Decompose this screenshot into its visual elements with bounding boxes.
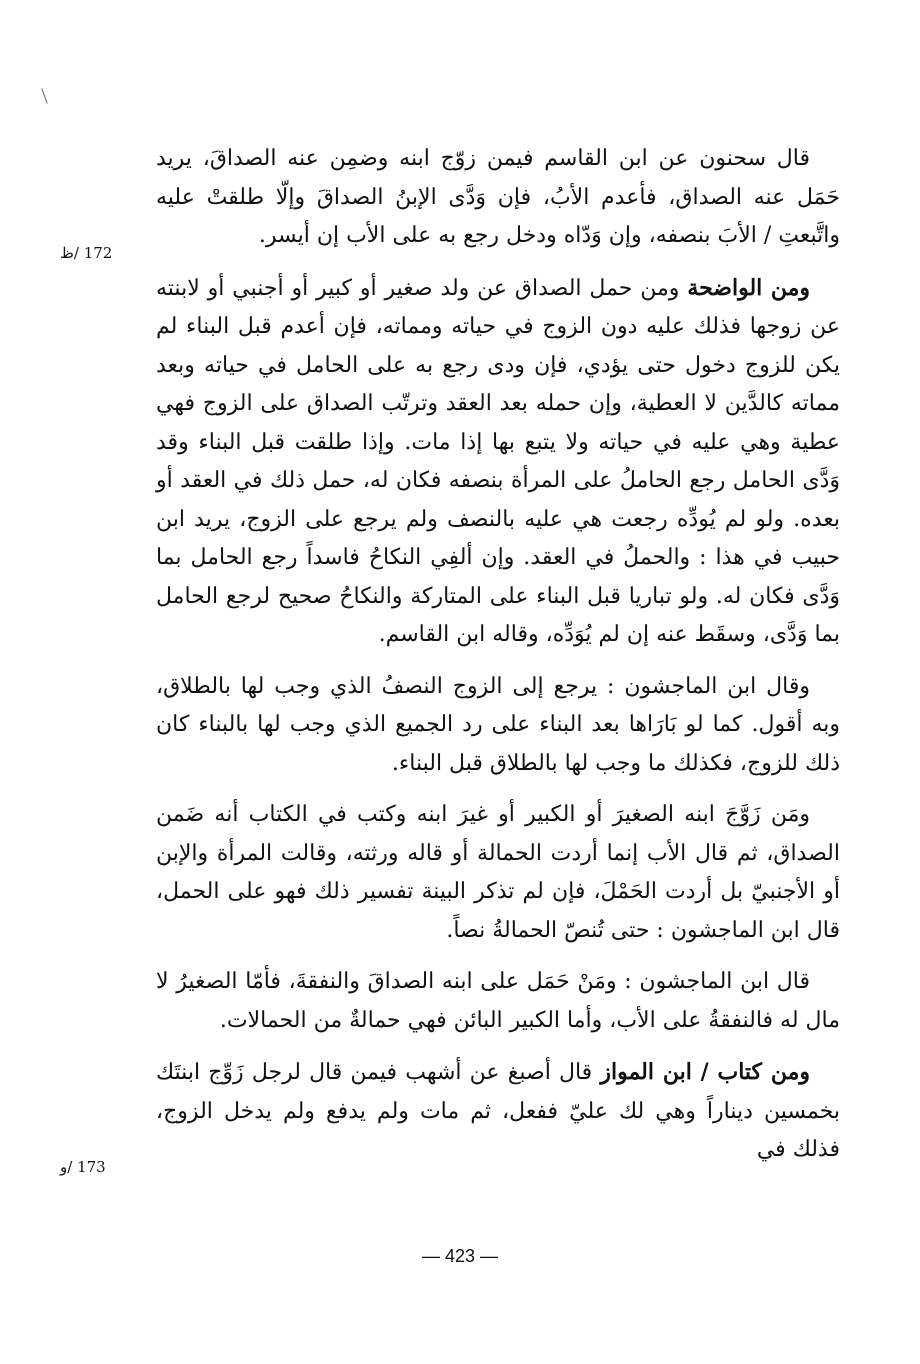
paragraph-wadiha <box>156 269 840 655</box>
paragraph-text: قال ابن الماجشون : ومَنْ حَمَل على ابنه الصداقَ والنفقةَ، فأمّا الصغيرُ لا مال له فالنفقةُ على الأب، وأما الكبير البائن فهي حمالةٌ من الحمالات. <box>156 969 840 1033</box>
paragraph-text: وقال ابن الماجشون : يرجع إلى الزوج النصفُ الذي وجب لها بالطلاق، وبه أقول. كما لو بَارَاها بعد البناء على رد الجميع الذي وجب لها بالبناء كان ذلك للزوج، فكذلك ما وجب لها بالطلاق قبل البناء. <box>156 673 840 776</box>
paragraph-text: قال أصبغ عن أشهب فيمن قال لرجل زَوِّج ابنتَك بخمسين ديناراً وهي لك عليّ ففعل، ثم مات ولم يدفع ولم يدخل الزوج، فذلك في <box>156 1060 840 1162</box>
main-text-body <box>156 140 840 1170</box>
paragraph-sahnun <box>156 140 840 256</box>
paragraph-ibn-mawwaz <box>156 1053 840 1170</box>
paragraph-text: ومن حمل الصداق عن ولد صغير أو كبير أو أجنبي أو لابنته عن زوجها فذلك عليه دون الزوج في حياته ومماته، فإن أعدم قبل البناء لم يكن للزوج دخول حتى يؤدي، فإن ودى رجع به على الحامل في حياته وبعد مماته كالدَّين لا العطية، وإن حمله بعد العقد وترتّب الصداق على الزوج فهي عطية وهي عليه في حياته ولا يتبع بها إذا مات. وإذا طلقت قبل البناء وقد وَدَّى الحامل رجع الحاملُ على المرأة بنصفه فكان له، حمل ذلك في العقد أو بعده. ولو لم يُودِّه رجعت هي عليه بالنصف ولم يرجع على الزوج، يريد ابن حبيب في هذا : والحملُ في العقد. وإن ألفِي النكاحُ فاسداً رجع الحامل بما وَدَّى فكان له. ولو تباريا قبل البناء على المتاركة والنكاحُ صحيح لرجع الحامل بما وَدَّى، وسقَط عنه إن لم يُوَدِّه، وقاله ابن القاسم. <box>156 275 840 647</box>
paragraph-majishun-1 <box>156 668 840 784</box>
page-number: — 423 — <box>421 1246 499 1266</box>
source-lead-bold: ومن كتاب / ابن المواز <box>600 1059 810 1085</box>
paragraph-text: قال سحنون عن ابن القاسم فيمن زوّج ابنه وضمِن عنه الصداقَ، يريد حَمَل عنه الصداق، فأعدم الأبُ، فإن وَدَّى الإبنُ الصداقَ وإلّا طلقتْ عليه واتَّبعتِ / الأبَ بنصفه، وإن وَدّاه ودخل رجع به على الأب إن أيسر. <box>156 146 840 248</box>
paragraph-majishun-2 <box>156 963 840 1040</box>
stray-pen-mark <box>41 88 47 103</box>
margin-folio-note-172: 172 /ظ <box>60 244 113 262</box>
margin-folio-note-173: 173 /و <box>60 1158 106 1176</box>
paragraph-text: ومَن زَوَّجَ ابنه الصغيرَ أو الكبير أو غيرَ ابنه وكتب في الكتاب أنه ضَمن الصداق، ثم قال الأب إنما أردت الحمالة أو قاله ورثته، وقالت المرأة والإبن أو الأجنبيّ بل أردت الحَمْلَ، فإن لم تذكر البينة تفسير ذلك فهو على الحمل، قال ابن الماجشون : حتى تُنصّ الحمالةُ نصاً. <box>156 802 840 943</box>
paragraph-zawwaja <box>156 796 840 950</box>
source-lead-bold: ومن الواضحة <box>687 274 810 301</box>
